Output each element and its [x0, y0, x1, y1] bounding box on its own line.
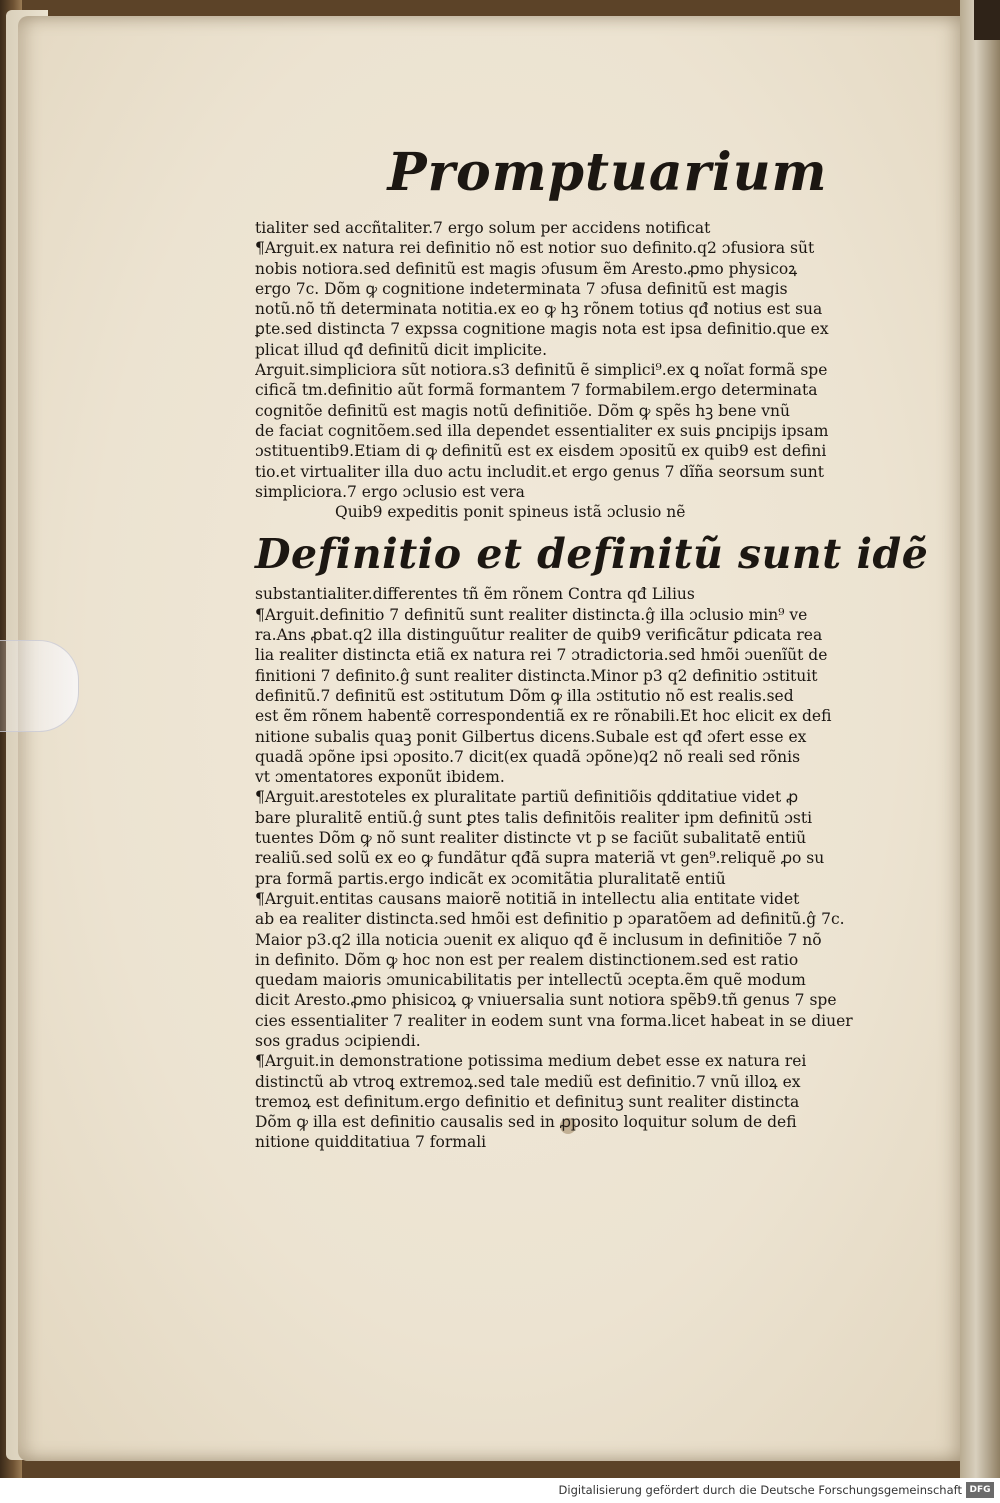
text-line: Dõm ꝙ illa est definitio causalis sed in ꝓposito loquitur solum de defi — [255, 1113, 797, 1132]
running-heading: Promptuarium — [387, 142, 828, 203]
dfg-logo: DFG — [966, 1482, 994, 1498]
text-line: nobis notiora.sed definitũ est magis ɔfusum ẽm Aresto.ꝓmo physicoꝝ — [255, 259, 798, 278]
text-line: tuentes Dõm ꝙ nõ sunt realiter distincte vt p se faciũt subalitatẽ entiũ — [255, 829, 807, 848]
funding-credit: Digitalisierung gefördert durch die Deutsche Forschungsgemeinschaft — [558, 1483, 962, 1497]
text-line: Quib9 expeditis ponit spineus istã ɔclusio nẽ — [335, 503, 686, 522]
text-line: ꝑte.sed distincta 7 expssa cognitione magis nota est ipsa definitio.que ex — [255, 320, 829, 339]
text-line: cificã tm.definitio aũt formã formantem 7 formabilem.ergo determinata — [255, 381, 818, 400]
text-line: substantialiter.differentes tñ ẽm rõnem Contra qđ Lilius — [255, 585, 695, 604]
text-line: ¶Arguit.entitas causans maiorẽ notitiã in intellectu alia entitate videt — [255, 889, 800, 908]
text-line: finitioni 7 definito.ĝ sunt realiter distincta.Minor p3 q2 definitio ɔstituit — [255, 666, 818, 685]
section-title: Definitio et definitũ sunt idẽ — [255, 530, 929, 579]
text-line: bare pluralitẽ entiũ.ĝ sunt ꝑtes talis definitõis realiter ipm definitũ ɔsti — [255, 808, 813, 827]
text-line: tialiter sed accñtaliter.7 ergo solum per accidens notificat — [255, 219, 711, 237]
text-line: distinctũ ab vtroꝗ extremoꝝ.sed tale mediũ est definitio.7 vnũ illoꝝ ex — [255, 1072, 801, 1091]
text-line: Maior p3.q2 illa noticia ɔuenit ex aliquo qđ ẽ inclusum in definitiõe 7 nõ — [255, 930, 822, 949]
text-line: vt ɔmentatores exponũt ibidem. — [255, 768, 505, 787]
text-line: quadã ɔpõne ipsi ɔposito.7 dicit(ex quadã ɔpõne)q2 nõ reali sed rõnis — [255, 747, 801, 766]
text-line: Arguit.simpliciora sũt notiora.s3 definitũ ẽ simplici⁹.ex ꝗ noĩat formã spe — [255, 361, 828, 380]
text-line: nitione quidditatiua 7 formali — [255, 1133, 487, 1152]
printed-text-block — [255, 140, 929, 1153]
binding-right-edge — [960, 0, 1000, 1478]
text-line: definitũ.7 definitũ est ɔstitutum Dõm ꝙ illa ɔstitutio nõ est realis.sed — [255, 686, 794, 705]
text-line: cognitõe definitũ est magis notũ definitiõe. Dõm ꝙ spẽs hꝫ bene vnũ — [255, 401, 791, 420]
text-line: ¶Arguit.arestoteles ex pluralitate partiũ definitiõis qdditatiue videt ꝓ — [255, 788, 799, 807]
text-line: nitione subalis quaꝫ ponit Gilbertus dicens.Subale est qđ ɔfert esse ex — [255, 727, 807, 746]
text-line: realiũ.sed solũ ex eo ꝙ fundãtur qđã supra materiã vt gen⁹.reliquẽ ꝓo su — [255, 849, 825, 868]
text-line: est ẽm rõnem habentẽ correspondentiã ex re rõnabili.Et hoc elicit ex defi — [255, 707, 832, 726]
text-line: lia realiter distincta etiã ex natura rei 7 ɔtradictoria.sed hmõi ɔuenĩũt de — [255, 646, 828, 665]
text-line: notũ.nõ tñ determinata notitia.ex eo ꝙ hꝫ rõnem totius qđ notius est sua — [255, 300, 823, 319]
page-clip — [0, 640, 79, 732]
text-line: ¶Arguit.definitio 7 definitũ sunt realiter distincta.ĝ illa ɔclusio min⁹ ve — [255, 605, 808, 624]
text-line: tremoꝝ est definitum.ergo definitio et definituꝫ sunt realiter distincta — [255, 1092, 800, 1111]
text-line: quedam maioris ɔmunicabilitatis per intellectũ ɔcepta.ẽm quẽ modum — [255, 971, 806, 990]
text-section-after-title — [255, 584, 880, 1152]
text-line: plicat illud qđ definitũ dicit implicite. — [255, 340, 548, 359]
text-line: tio.et virtualiter illa duo actu includit.et ergo genus 7 dĩña seorsum sunt — [255, 462, 825, 481]
text-line: sos gradus ɔcipiendi. — [255, 1031, 421, 1050]
text-line: cies essentialiter 7 realiter in eodem sunt vna forma.licet habeat in se diuer — [255, 1011, 853, 1030]
text-line: dicit Aresto.ꝓmo phisicoꝝ ꝙ vniuersalia sunt notiora spẽb9.tñ genus 7 spe — [255, 991, 837, 1010]
text-line: ab ea realiter distincta.sed hmõi est definitio p ɔparatõem ad definitũ.ĝ 7c. — [255, 910, 845, 929]
footer-bar — [0, 1478, 1000, 1503]
text-line: de faciat cognitõem.sed illa dependet essentialiter ex suis ꝑncipijs ipsam — [255, 421, 829, 440]
text-line: ergo 7c. Dõm ꝙ cognitione indeterminata 7 ɔfusa definitũ est magis — [255, 279, 788, 298]
text-line: ¶Arguit.in demonstratione potissima medium debet esse ex natura rei — [255, 1052, 807, 1071]
text-line: pra formã partis.ergo indicãt ex ɔcomitãtia pluralitatẽ entiũ — [255, 869, 726, 888]
text-line: in definito. Dõm ꝙ hoc non est per realem distinctionem.sed est ratio — [255, 950, 799, 969]
text-section-before-title — [255, 218, 880, 522]
text-line: simpliciora.7 ergo ɔclusio est vera — [255, 482, 525, 501]
text-line: ɔstituentib9.Etiam di ꝙ definitũ est ex eisdem ɔpositũ ex quib9 est defini — [255, 442, 827, 461]
text-line: ra.Ans ꝓbat.q2 illa distinguũtur realiter de quib9 verificãtur ꝑdicata rea — [255, 626, 823, 645]
text-line: ¶Arguit.ex natura rei definitio nõ est notior suo definito.q2 ɔfusiora sũt — [255, 239, 815, 258]
